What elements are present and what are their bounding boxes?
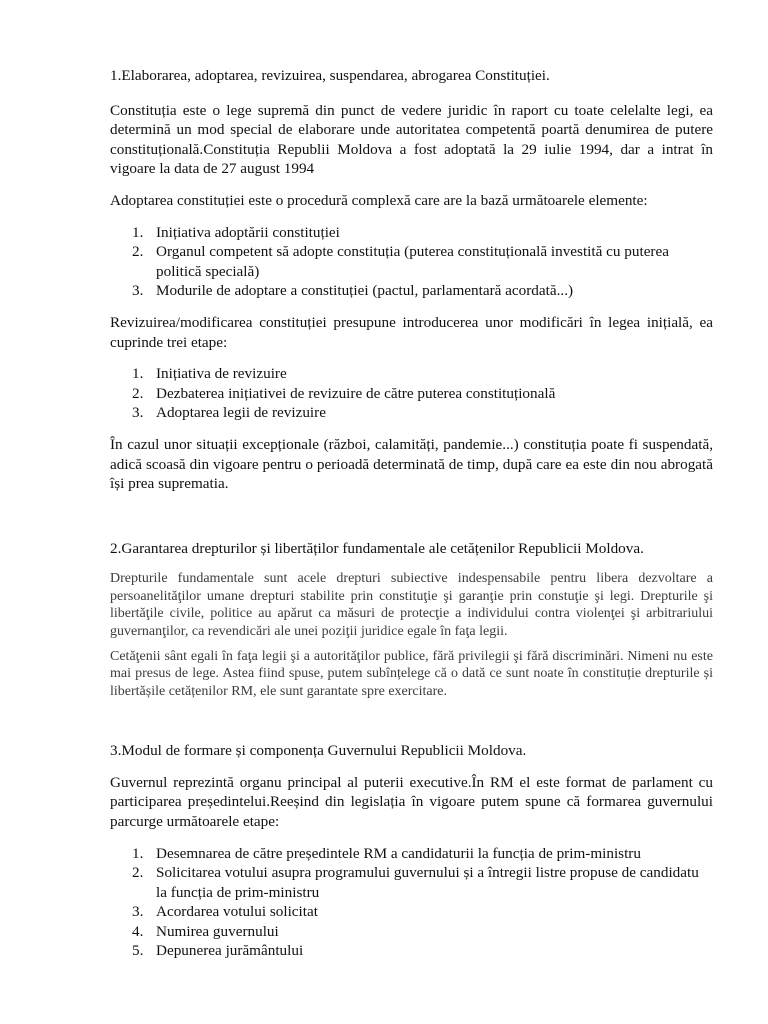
section1-paragraph-3: Revizuirea/modificarea constituției presupune introducerea unor modificări în legea inițială, ea cuprinde trei etape: [110,313,713,351]
section2-paragraph-1: Drepturile fundamentale sunt acele drepturi subiective indespensabile pentru libera dezvoltare a persoanelităţilor umane drepturi stabilite prin constituţie şi garanţie prin constuţie şi legi. Drepturile şi libertăţile civile, politice au apărut ca măsuri de protecţie a individului contra violenţei şi arbitrariului guvernanţilor, ca revendicări ale unei poziţii juridice egale în faţa legii. [110,571,713,639]
list-item: 3. Modurile de adoptare a constituției (pactul, parlamentară acordată...) [132,282,574,300]
list-item: 1. Inițiativa de revizuire [132,365,287,383]
list-item: 5. Depunerea jurământului [132,942,304,960]
section1-paragraph-2: Adoptarea constituției este o procedură complexă care are la bază următoarele elemente: [110,191,648,209]
list-item: 2. Dezbaterea inițiativei de revizuire de către puterea constituțională [132,384,556,402]
section2-heading: 2.Garantarea drepturilor și libertăților fundamentale ale cetățenilor Republicii Moldova. [110,539,644,557]
section1-revision-list [110,364,713,423]
section1-paragraph-4: În cazul unor situații excepționale (război, calamități, pandemie...) constituția poate fi suspendată, adică scoasă din vigoare pentru o perioadă determinată de timp, după care ea este din nou abrogată își prea suprematia. [110,435,713,493]
list-item: 2. Solicitarea votului asupra programului guvernului și a întregii listre propuse de candidatu la funcția de prim-ministru [132,864,699,901]
list-item: 4. Numirea guvernului [132,922,279,940]
list-item: 1. Inițiativa adoptării constituției [132,223,340,241]
section3-paragraph-1: Guvernul reprezintă organu principal al puterii executive.În RM el este format de parlament cu participarea președintelui.Reeșind din legislația în vigoare putem spune că formarea guvernului parcurge următoarele etape: [110,773,713,830]
section1-paragraph-1: Constituția este o lege supremă din punct de vedere juridic în raport cu toate celelalte legi, ea determină un mod special de elaborare unde autoritatea competentă poartă denumirea de putere constituțională.Constituția Republii Moldova a fost adoptată la 29 iulie 1994, dar a intrat în vigoare la data de 27 august 1994 [110,101,713,178]
list-item: 3. Acordarea votului solicitat [132,903,318,921]
section2-paragraph-2: Cetăţenii sânt egali în faţa legii şi a autorităţilor publice, fără privilegii şi fără discriminări. Nimeni nu este mai presus de lege. Astea fiind spuse, putem subînțelege că o dată ce sunt noate în constituție drepturile și libertășile cetățenilor RM, ele sunt garantate spre exercitare. [110,648,713,699]
document-content [110,66,713,961]
section3-heading: 3.Modul de formare și componența Guvernului Republicii Moldova. [110,742,527,760]
list-item: 2. Organul competent să adopte constituția (puterea constituțională investită cu puterea politică specială) [132,243,669,280]
section1-adoption-list [110,223,713,301]
section2-body [110,570,713,700]
section3-formation-list [110,844,713,962]
list-item: 1. Desemnarea de către președintele RM a candidaturii la funcția de prim-ministru [132,844,641,862]
list-item: 3. Adoptarea legii de revizuire [132,404,326,422]
section1-heading: 1.Elaborarea, adoptarea, revizuirea, suspendarea, abrogarea Constituției. [110,67,550,84]
